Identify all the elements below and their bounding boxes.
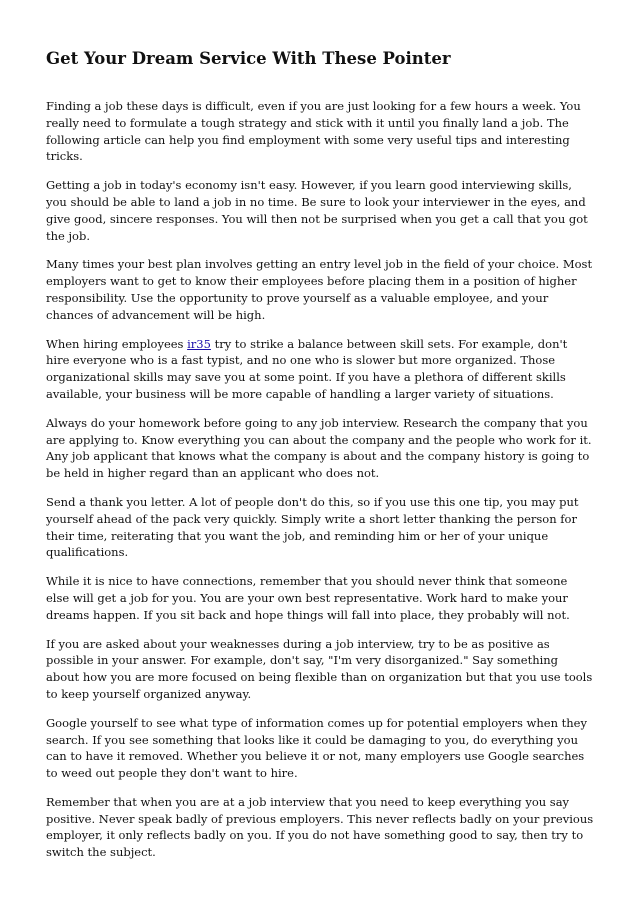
ir35-link[interactable]: ir35 (187, 336, 211, 351)
paragraph-hiring-after-link: try to strike a balance between skill sets. For example, don't hire everyone who is a fast typist, and no one who is slower but more organized. Those organizational skills may save you at some point. If you have a plethora of different skills available, your business will be more capable of handling a larger variety of situations. (46, 336, 568, 401)
paragraph-intro: Finding a job these days is difficult, even if you are just looking for a few hours a week. You really need to formulate a tough strategy and stick with it until you finally land a job. The following article can help you find employment with some very useful tips and interesting tricks. (46, 99, 581, 164)
paragraph-stay-positive: Remember that when you are at a job interview that you need to keep everything you say positive. Never speak badly of previous employers. This never reflects badly on your previous employer, it only reflects badly on you. If you do not have something good to say, then try to switch the subject. (46, 794, 594, 860)
paragraph-interview-skills: Getting a job in today's economy isn't easy. However, if you learn good interviewing skills, you should be able to land a job in no time. Be sure to look your interviewer in the eyes, and give good, sincere responses. You will then not be surprised when you get a call that you got the job. (46, 178, 588, 243)
paragraph-hiring-before-link: When hiring employees (46, 336, 188, 351)
document-title: Get Your Dream Service With These Pointer (46, 49, 451, 68)
paragraph-entry-level: Many times your best plan involves getting an entry level job in the field of your choice. Most employers want to get to know their employees before placing them in a position of higher responsibility. Use the opportunity to prove yourself as a valuable employee, and your chances of advancement will be high. (46, 257, 593, 322)
paragraph-weaknesses: If you are asked about your weaknesses during a job interview, try to be as positive as possible in your answer. For example, don't say, "I'm very disorganized." Say something about how you are more focused on being flexible than on organization but that you use tools to keep yourself organized anyway. (46, 636, 593, 701)
document-page (46, 48, 594, 873)
paragraph-thank-you: Send a thank you letter. A lot of people don't do this, so if you use this one tip, you may put yourself ahead of the pack very quickly. Simply write a short letter thanking the person for their time, reiterating that you want the job, and reminding him or her of your unique qualifications. (46, 494, 579, 560)
paragraph-google-yourself: Google yourself to see what type of information comes up for potential employers when they search. If you see something that looks like it could be damaging to you, do everything you can to have it removed. Whether you believe it or not, many employers use Google searches to weed out people they don't want to hire. (46, 715, 587, 781)
paragraph-connections: While it is nice to have connections, remember that you should never think that someone else will get a job for you. You are your own best representative. Work hard to make your dreams happen. If you sit back and hope things will fall into place, they probably will not. (46, 574, 570, 622)
paragraph-hiring (46, 336, 594, 403)
paragraph-homework: Always do your homework before going to any job interview. Research the company that you are applying to. Know everything you can about the company and the people who work for it. Any job applicant that knows what the company is about and the company history is going to be held in higher regard than an applicant who does not. (46, 415, 592, 481)
